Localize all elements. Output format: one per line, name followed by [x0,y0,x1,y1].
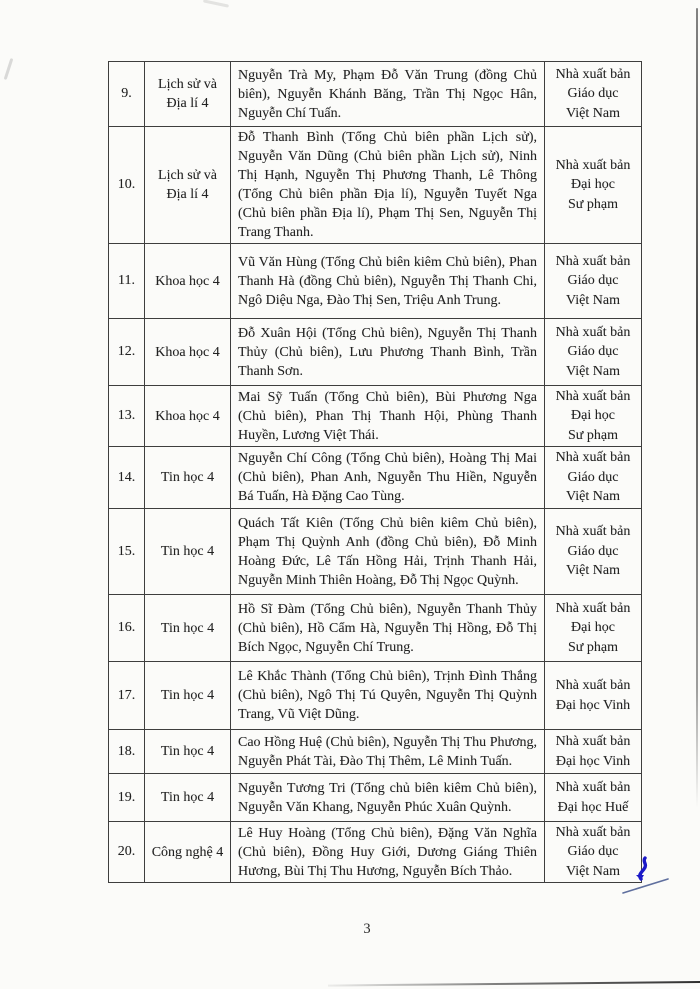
publisher-line: Nhà xuất bản [555,388,631,404]
scan-edge-bottom-line [328,981,700,987]
subject-line: Lịch sử và [158,77,217,92]
subject-line: Khoa học 4 [155,344,220,360]
row-number-cell: 14. [109,447,145,509]
authors-cell: Nguyễn Chí Công (Tổng Chủ biên), Hoàng Thị Mai (Chủ biên), Phan Anh, Nguyễn Thu Hiền, Nguyễn Bá Tuấn, Hà Đặng Cao Tùng. [231,447,545,509]
publisher-line: Giáo dục [567,273,619,289]
authors-cell: Hồ Sĩ Đàm (Tổng Chủ biên), Nguyễn Thanh Thủy (Chủ biên), Hồ Cẩm Hà, Nguyễn Thị Hồng, Đỗ Thị Bích Ngọc, Nguyễn Chí Trung. [231,595,545,662]
publisher-line: Đại học [571,408,615,424]
row-number-cell: 10. [109,127,145,244]
publisher-line: Giáo dục [567,344,619,360]
scan-edge-right-line [696,8,698,808]
authors-cell: Nguyễn Tương Tri (Tổng chủ biên kiêm Chủ biên), Nguyễn Văn Khang, Nguyễn Phúc Xuân Quỳnh. [231,774,545,822]
publisher-line: Nhà xuất bản [555,734,631,749]
subject-cell [145,730,231,774]
textbook-table-body [109,62,642,883]
page-number: 3 [363,921,371,937]
publisher-line: Nhà xuất bản [555,253,631,269]
row-number-cell: 15. [109,509,145,595]
publisher-line: Sư phạm [568,196,618,212]
textbook-table [108,61,642,883]
subject-cell [145,822,231,883]
publisher-line: Nhà xuất bản [555,780,631,795]
authors-cell: Lê Huy Hoàng (Tổng Chủ biên), Đặng Văn Nghĩa (Chủ biên), Đồng Huy Giới, Dương Giáng Thiên Hương, Bùi Thị Thu Hương, Nguyễn Bích Thảo. [231,822,545,883]
publisher-line: Đại học [571,620,615,636]
publisher-cell [545,319,642,386]
subject-line: Địa lí 4 [166,187,209,202]
subject-line: Địa lí 4 [166,96,209,111]
row-number-cell: 18. [109,730,145,774]
publisher-line: Giáo dục [567,86,619,102]
subject-cell [145,244,231,319]
subject-cell [145,127,231,244]
table-row [109,730,642,774]
publisher-cell [545,244,642,319]
publisher-line: Nhà xuất bản [555,600,631,616]
table-row [109,127,642,244]
row-number-cell: 11. [109,244,145,319]
publisher-cell [545,386,642,447]
subject-line: Khoa học 4 [155,408,220,424]
publisher-line: Đại học Vinh [555,697,631,713]
subject-line: Tin học 4 [160,790,215,805]
scan-smudge [203,0,229,8]
row-number-cell: 9. [109,62,145,127]
table-row [109,774,642,822]
authors-cell: Đỗ Thanh Bình (Tổng Chủ biên phần Lịch sử), Nguyễn Văn Dũng (Chủ biên phần Lịch sử), Ninh Thị Hạnh, Nguyễn Thị Phương Thanh, Lê Thông (Tổng Chủ biên phần Địa lí), Nguyễn Tuyết Nga (Chủ biên phần Địa lí), Phạm Thị Sen, Nguyễn Thị Trang Thanh. [231,127,545,244]
row-number-cell: 19. [109,774,145,822]
subject-line: Khoa học 4 [155,273,220,289]
publisher-line: Nhà xuất bản [555,66,631,82]
publisher-line: Việt Nam [566,863,620,879]
handwritten-ink-mark [615,852,677,900]
publisher-cell [545,509,642,595]
table-row [109,62,642,127]
subject-cell [145,386,231,447]
publisher-line: Sư phạm [568,427,618,443]
subject-cell [145,447,231,509]
subject-cell [145,595,231,662]
authors-cell: Vũ Văn Hùng (Tổng Chủ biên kiêm Chủ biên), Phan Thanh Hà (đồng Chủ biên), Nguyễn Thị Thanh Chi, Ngô Diệu Nga, Đào Thị Sen, Triệu Anh Trung. [231,244,545,319]
subject-cell [145,774,231,822]
table-row [109,822,642,883]
publisher-line: Nhà xuất bản [555,157,631,173]
publisher-line: Nhà xuất bản [555,824,631,840]
publisher-cell [545,127,642,244]
publisher-cell [545,595,642,662]
publisher-line: Giáo dục [567,543,619,559]
table-row [109,386,642,447]
subject-line: Tin học 4 [160,544,215,559]
authors-cell: Quách Tất Kiên (Tổng Chủ biên kiêm Chủ biên), Phạm Thị Quỳnh Anh (đồng Chủ biên), Đỗ Minh Hoàng Đức, Lê Tấn Hồng Hải, Trịnh Thanh Hải, Nguyễn Minh Thiên Hoàng, Đỗ Thị Ngọc Quỳnh. [231,509,545,595]
publisher-line: Nhà xuất bản [555,324,631,340]
subject-line: Tin học 4 [160,744,215,759]
subject-cell [145,319,231,386]
row-number-cell: 16. [109,595,145,662]
publisher-line: Nhà xuất bản [555,524,631,540]
publisher-line: Giáo dục [567,469,619,485]
authors-cell: Cao Hồng Huệ (Chủ biên), Nguyễn Thị Thu Phương, Nguyễn Phát Tài, Đào Thị Thêm, Lê Minh Tuấn. [231,730,545,774]
publisher-line: Việt Nam [566,363,620,379]
publisher-line: Việt Nam [566,105,620,121]
row-number-cell: 17. [109,662,145,730]
table-row [109,319,642,386]
publisher-cell [545,447,642,509]
subject-line: Công nghệ 4 [151,844,224,860]
table-row [109,662,642,730]
publisher-line: Nhà xuất bản [555,678,631,693]
table-row [109,595,642,662]
table-row [109,509,642,595]
subject-line: Tin học 4 [160,620,215,636]
subject-line: Tin học 4 [160,688,215,703]
publisher-line: Sư phạm [568,639,618,655]
authors-cell: Lê Khắc Thành (Tổng Chủ biên), Trịnh Đình Thắng (Chủ biên), Ngô Thị Tú Quyên, Nguyễn Thị Quỳnh Trang, Vũ Việt Dũng. [231,662,545,730]
publisher-cell [545,62,642,127]
row-number-cell: 13. [109,386,145,447]
row-number-cell: 20. [109,822,145,883]
scan-smudge [4,58,14,80]
publisher-line: Việt Nam [566,292,620,308]
publisher-cell [545,662,642,730]
publisher-line: Đại học [571,177,615,193]
publisher-cell [545,774,642,822]
publisher-line: Việt Nam [566,489,620,505]
publisher-cell [545,730,642,774]
subject-line: Tin học 4 [160,470,215,485]
publisher-line: Việt Nam [566,563,620,579]
publisher-line: Đại học Vinh [555,753,631,769]
subject-cell [145,662,231,730]
authors-cell: Đỗ Xuân Hội (Tổng Chủ biên), Nguyễn Thị Thanh Thủy (Chủ biên), Lưu Phương Thanh Bình, Trần Thanh Sơn. [231,319,545,386]
row-number-cell: 12. [109,319,145,386]
table-row [109,244,642,319]
authors-cell: Nguyễn Trà My, Phạm Đỗ Văn Trung (đồng Chủ biên), Nguyễn Khánh Băng, Trần Thị Ngọc Hân, Nguyễn Chí Tuấn. [231,62,545,127]
publisher-line: Giáo dục [567,844,619,860]
table-row [109,447,642,509]
publisher-line: Đại học Huế [557,799,629,815]
publisher-line: Nhà xuất bản [555,450,631,466]
subject-line: Lịch sử và [158,168,217,183]
subject-cell [145,62,231,127]
subject-cell [145,509,231,595]
authors-cell: Mai Sỹ Tuấn (Tổng Chủ biên), Bùi Phương Nga (Chủ biên), Phan Thị Thanh Hội, Phùng Thanh Huyền, Lương Việt Thái. [231,386,545,447]
